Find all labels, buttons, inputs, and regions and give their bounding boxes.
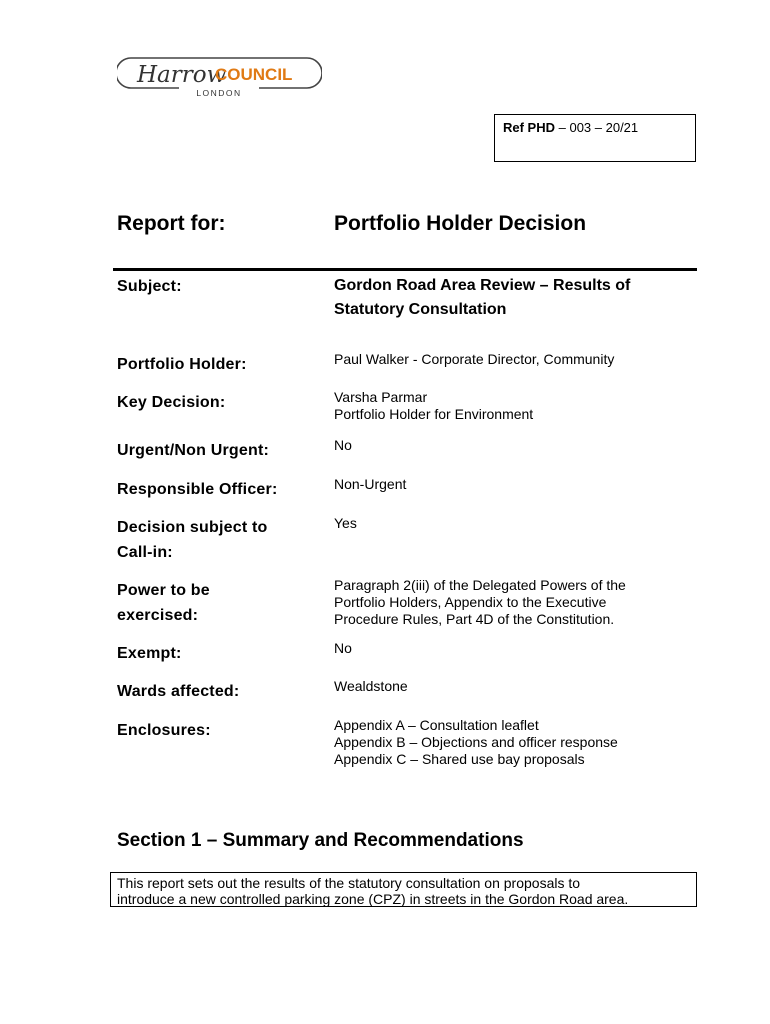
call-in-label-line-1: Decision subject to	[117, 519, 268, 536]
enclosure-item: Appendix A – Consultation leaflet	[334, 717, 539, 733]
call-in-value: Yes	[334, 515, 357, 531]
summary-box	[110, 872, 697, 907]
responsible-officer-value: Non-Urgent	[334, 476, 407, 492]
key-decision-value-2: Portfolio Holder for Environment	[334, 406, 534, 422]
horizontal-rule	[113, 268, 697, 271]
power-label-line-1: Power to be	[117, 582, 210, 599]
section-1-title: Section 1 – Summary and Recommendations	[117, 830, 524, 851]
power-value-line-3: Procedure Rules, Part 4D of the Constitution.	[334, 611, 615, 627]
power-value-line-2: Portfolio Holders, Appendix to the Executive	[334, 594, 607, 610]
svg-text:Harrow: Harrow	[137, 62, 227, 88]
subject-label: Subject:	[117, 278, 182, 295]
ref-value: – 003 – 20/21	[555, 120, 639, 135]
enclosure-item: Appendix C – Shared use bay proposals	[334, 751, 585, 767]
harrow-council-logo	[117, 50, 322, 102]
key-decision-value-1: Varsha Parmar	[334, 389, 428, 405]
svg-text:LONDON: LONDON	[196, 88, 242, 98]
portfolio-holder-label: Portfolio Holder:	[117, 356, 247, 373]
urgent-value: No	[334, 437, 352, 453]
reference-box	[494, 114, 696, 162]
report-for-label: Report for:	[117, 212, 226, 235]
subject-value: Gordon Road Area Review – Results of Statutory Consultation	[334, 277, 631, 318]
summary-line-1: This report sets out the results of the statutory consultation on proposals to	[117, 875, 581, 891]
power-value-line-1: Paragraph 2(iii) of the Delegated Powers of the	[334, 577, 626, 593]
exempt-value: No	[334, 640, 352, 656]
key-decision-label: Key Decision:	[117, 394, 226, 411]
power-label-line-2: exercised:	[117, 607, 199, 624]
portfolio-holder-value: Paul Walker - Corporate Director, Community	[334, 351, 615, 367]
exempt-label: Exempt:	[117, 645, 182, 662]
report-for-value: Portfolio Holder Decision	[334, 212, 587, 235]
call-in-label-line-2: Call-in:	[117, 544, 173, 561]
summary-line-2: introduce a new controlled parking zone (CPZ) in streets in the Gordon Road area.	[117, 891, 629, 907]
responsible-officer-label: Responsible Officer:	[117, 481, 278, 498]
urgent-label: Urgent/Non Urgent:	[117, 442, 270, 459]
enclosures-label: Enclosures:	[117, 722, 211, 739]
ref-label: Ref PHD	[503, 120, 556, 135]
wards-affected-value: Wealdstone	[334, 678, 408, 694]
svg-text:COUNCIL: COUNCIL	[215, 65, 293, 84]
enclosure-item: Appendix B – Objections and officer response	[334, 734, 618, 750]
wards-affected-label: Wards affected:	[117, 683, 240, 700]
